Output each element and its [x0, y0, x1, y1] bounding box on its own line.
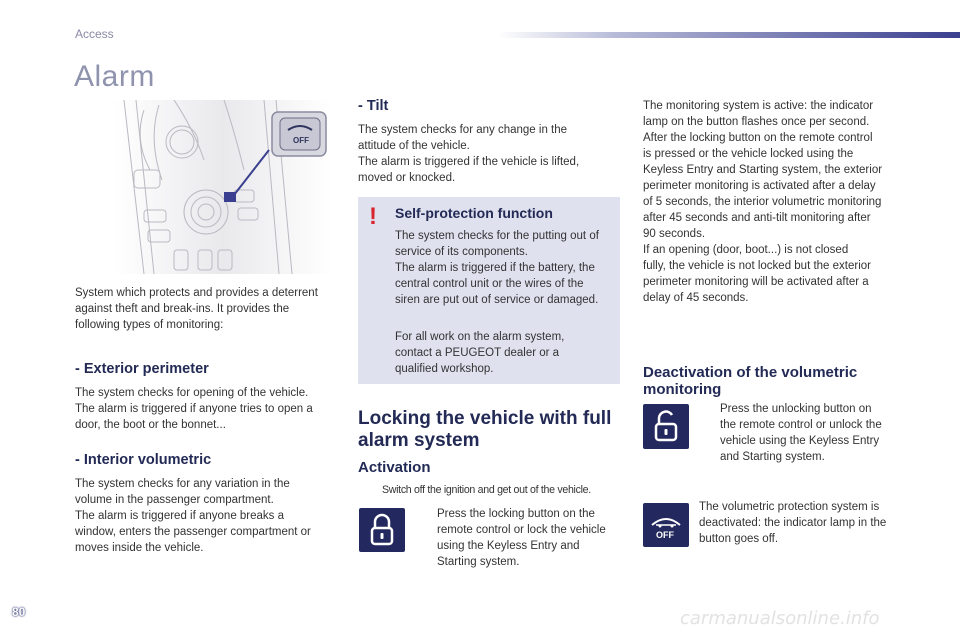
exterior-heading: - Exterior perimeter: [75, 361, 209, 377]
tilt-heading: - Tilt: [358, 98, 389, 114]
tilt-text: The system checks for any change in the attitude of the vehicle. The alarm is triggered if the vehicle is lifted, moved or knocked.: [358, 124, 580, 184]
deactivation-result: The volumetric protection system is deactivated: the indicator lamp in the button goes off.: [699, 501, 887, 545]
watermark: carmanualsonline.info: [680, 608, 880, 629]
section-label: Access: [75, 27, 114, 41]
deactivation-step1: Press the unlocking button on the remote control or unlock the vehicle using the Keyless Entry and Starting system.: [720, 403, 882, 463]
interior-heading: - Interior volumetric: [75, 452, 212, 468]
page-number: 80: [12, 605, 26, 619]
activation-heading: Activation: [358, 459, 431, 476]
alarm-off-icon: [643, 503, 689, 547]
monitoring-text: The monitoring system is active: the indicator lamp on the button flashes once per second. After the locking button on the remote control is pressed or the vehicle locked using the Keyless Entry and Starting system, the exterior perimeter monitoring is activated after a delay of 5 seconds, the interior volumetric monitoring after 45 seconds and anti-tilt monitoring after 90 seconds. If an opening (door, boot...) is not closed fully, the vehicle is not locked but the exterior perimeter monitoring will be activated after a delay of 45 seconds.: [643, 100, 883, 304]
intro-text: System which protects and provides a deterrent against theft and break-ins. It provides the following types of monitoring:: [75, 287, 318, 331]
lock-icon: [359, 508, 405, 552]
self-protection-text: The system checks for the putting out of service of its components. The alarm is triggered if the battery, the central control unit or the wires of the siren are put out of service or damaged.: [395, 230, 599, 306]
self-protection-heading: Self-protection function: [395, 205, 553, 221]
off-label: OFF: [656, 530, 674, 540]
unlock-icon: [643, 404, 689, 449]
activation-step2: Press the locking button on the remote control or lock the vehicle using the Keyless Entry and Starting system.: [437, 508, 606, 568]
deactivation-heading: Deactivation of the volumetric monitoring: [643, 364, 858, 398]
warning-icon: !: [369, 203, 377, 230]
exterior-text: The system checks for opening of the vehicle. The alarm is triggered if anyone tries to open a door, the boot or the bonnet...: [75, 387, 313, 431]
locking-heading: Locking the vehicle with full alarm system: [358, 408, 612, 451]
page-title: Alarm: [74, 60, 155, 93]
console-illustration: [114, 100, 332, 274]
dealer-note: For all work on the alarm system, contact a PEUGEOT dealer or a qualified workshop.: [395, 331, 565, 375]
interior-text: The system checks for any variation in the volume in the passenger compartment. The alarm is triggered if anyone breaks a window, enters the passenger compartment or moves inside the vehicle.: [75, 478, 311, 554]
svg-text:OFF: OFF: [293, 136, 309, 145]
header-bar: [498, 32, 960, 38]
activation-step1: Switch off the ignition and get out of the vehicle.: [382, 484, 591, 496]
